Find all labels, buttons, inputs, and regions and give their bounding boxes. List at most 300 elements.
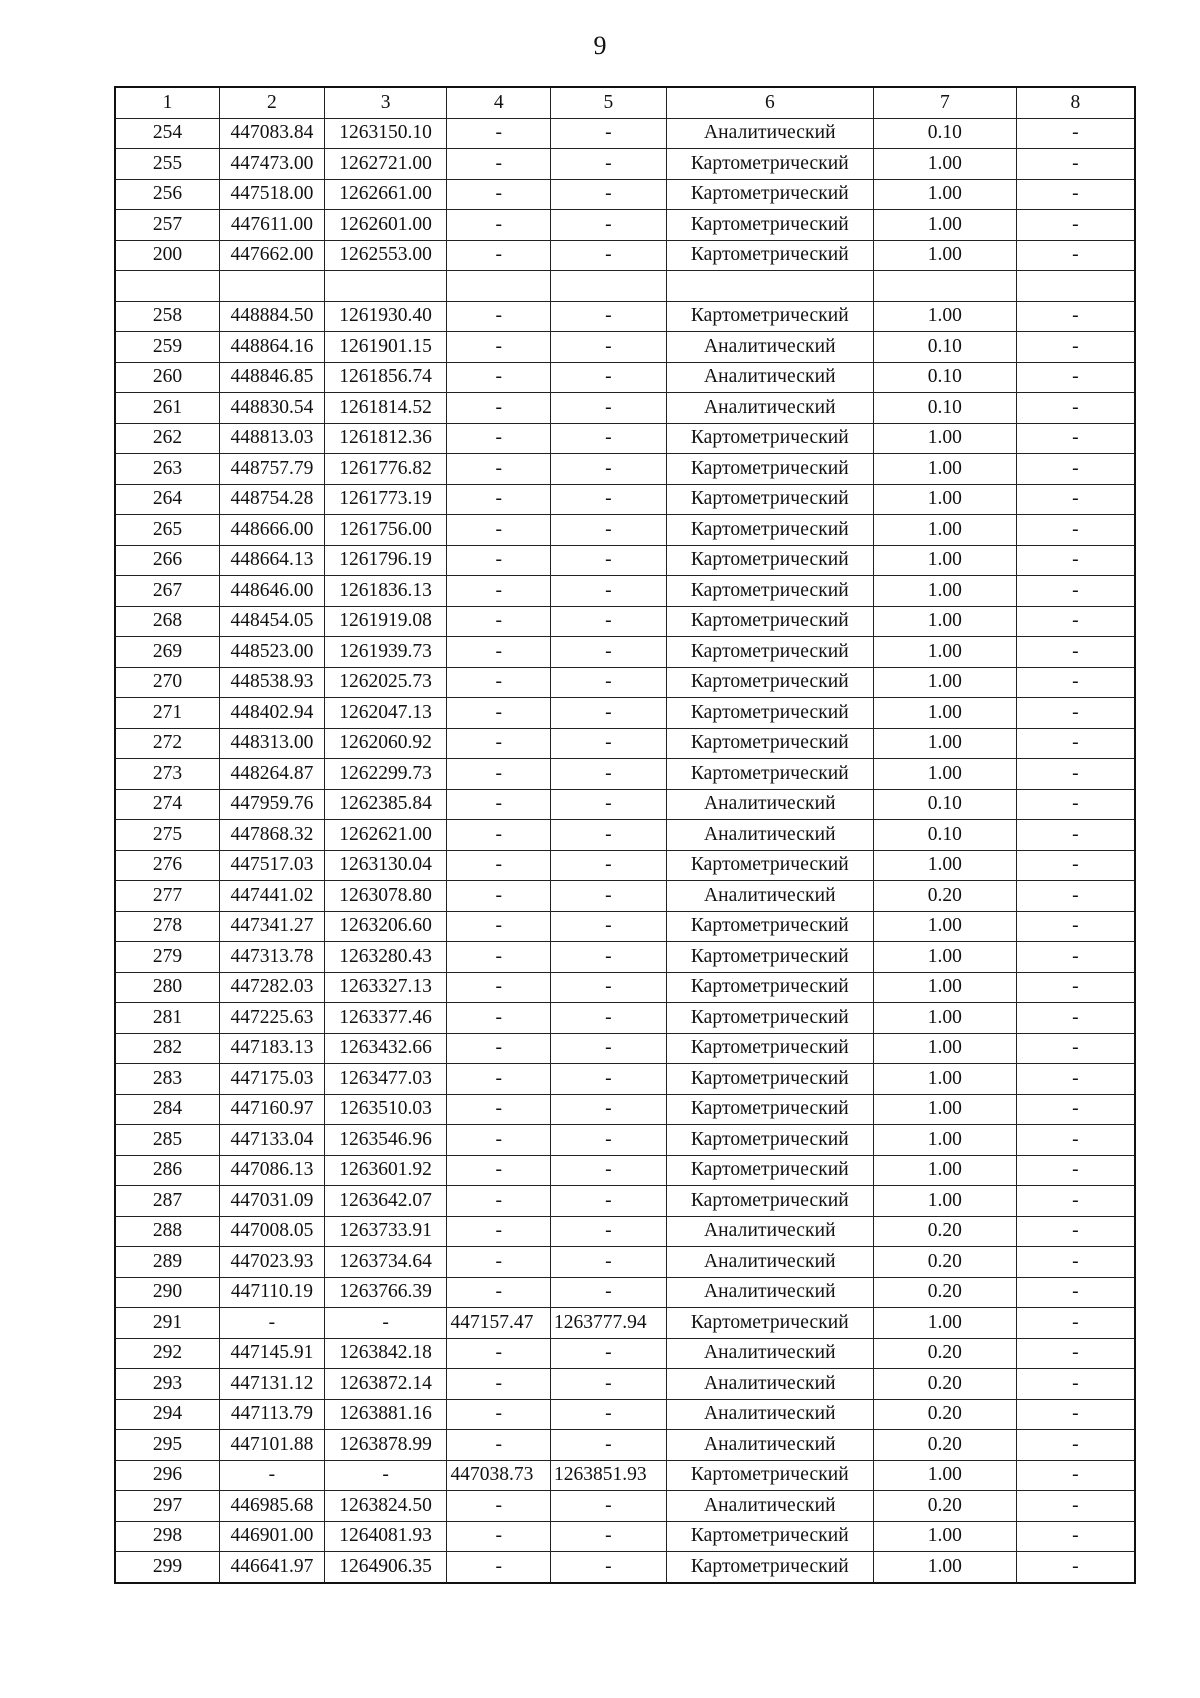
accuracy-cell: 0.20 xyxy=(873,1369,1016,1400)
y-new-cell: - xyxy=(551,606,667,637)
coordinates-table xyxy=(114,86,1136,1584)
point-number-cell: 266 xyxy=(115,545,220,576)
y-new-cell: - xyxy=(551,484,667,515)
table-row xyxy=(115,240,1135,271)
x-new-cell: - xyxy=(447,1247,551,1278)
point-number-cell: 289 xyxy=(115,1247,220,1278)
x-new-cell: - xyxy=(447,1033,551,1064)
table-row xyxy=(115,1460,1135,1491)
table-row xyxy=(115,1247,1135,1278)
method-cell: Картометрический xyxy=(666,942,873,973)
method-cell: Аналитический xyxy=(666,1216,873,1247)
table-row xyxy=(115,820,1135,851)
method-cell: Картометрический xyxy=(666,1064,873,1095)
note-cell: - xyxy=(1016,1003,1135,1034)
method-cell: Аналитический xyxy=(666,1399,873,1430)
point-number-cell: 263 xyxy=(115,454,220,485)
accuracy-cell: 1.00 xyxy=(873,545,1016,576)
point-number-cell: 265 xyxy=(115,515,220,546)
y-coordinate-cell: 1263733.91 xyxy=(324,1216,447,1247)
point-number-cell xyxy=(115,271,220,302)
x-new-cell: - xyxy=(447,393,551,424)
column-header-3: 3 xyxy=(324,87,447,118)
table-row xyxy=(115,667,1135,698)
accuracy-cell: 0.20 xyxy=(873,1491,1016,1522)
method-cell: Картометрический xyxy=(666,972,873,1003)
method-cell: Картометрический xyxy=(666,606,873,637)
table-row xyxy=(115,1430,1135,1461)
table-row xyxy=(115,1552,1135,1583)
x-new-cell: - xyxy=(447,362,551,393)
note-cell: - xyxy=(1016,423,1135,454)
table-row xyxy=(115,454,1135,485)
accuracy-cell: 1.00 xyxy=(873,179,1016,210)
x-coordinate-cell: 447662.00 xyxy=(220,240,325,271)
x-new-cell: - xyxy=(447,1338,551,1369)
point-number-cell: 282 xyxy=(115,1033,220,1064)
note-cell: - xyxy=(1016,1460,1135,1491)
y-coordinate-cell: 1262025.73 xyxy=(324,667,447,698)
accuracy-cell: 0.20 xyxy=(873,1399,1016,1430)
method-cell: Картометрический xyxy=(666,179,873,210)
y-coordinate-cell: 1263766.39 xyxy=(324,1277,447,1308)
point-number-cell: 292 xyxy=(115,1338,220,1369)
note-cell: - xyxy=(1016,1430,1135,1461)
x-new-cell: - xyxy=(447,1186,551,1217)
table-row xyxy=(115,606,1135,637)
x-coordinate-cell: 447611.00 xyxy=(220,210,325,241)
y-new-cell: - xyxy=(551,210,667,241)
note-cell: - xyxy=(1016,301,1135,332)
accuracy-cell: 0.20 xyxy=(873,1338,1016,1369)
point-number-cell: 283 xyxy=(115,1064,220,1095)
y-coordinate-cell: 1262553.00 xyxy=(324,240,447,271)
x-new-cell: - xyxy=(447,1369,551,1400)
y-coordinate-cell: 1263377.46 xyxy=(324,1003,447,1034)
note-cell: - xyxy=(1016,759,1135,790)
x-new-cell: - xyxy=(447,1003,551,1034)
column-header-1: 1 xyxy=(115,87,220,118)
x-new-cell: - xyxy=(447,1155,551,1186)
table-row xyxy=(115,1186,1135,1217)
table-body xyxy=(115,118,1135,1583)
accuracy-cell: 1.00 xyxy=(873,759,1016,790)
table-row xyxy=(115,332,1135,363)
y-coordinate-cell: 1263601.92 xyxy=(324,1155,447,1186)
accuracy-cell: 1.00 xyxy=(873,301,1016,332)
y-coordinate-cell: 1261901.15 xyxy=(324,332,447,363)
y-new-cell: - xyxy=(551,728,667,759)
note-cell: - xyxy=(1016,667,1135,698)
y-new-cell: - xyxy=(551,454,667,485)
y-new-cell: - xyxy=(551,911,667,942)
method-cell: Картометрический xyxy=(666,240,873,271)
x-coordinate-cell: 447441.02 xyxy=(220,881,325,912)
method-cell: Аналитический xyxy=(666,881,873,912)
y-new-cell: - xyxy=(551,698,667,729)
table-row xyxy=(115,1338,1135,1369)
note-cell: - xyxy=(1016,179,1135,210)
point-number-cell: 284 xyxy=(115,1094,220,1125)
x-new-cell: 447157.47 xyxy=(447,1308,551,1339)
method-cell: Картометрический xyxy=(666,1186,873,1217)
y-coordinate-cell: 1261939.73 xyxy=(324,637,447,668)
y-coordinate-cell: 1263477.03 xyxy=(324,1064,447,1095)
note-cell: - xyxy=(1016,210,1135,241)
y-coordinate-cell: 1263881.16 xyxy=(324,1399,447,1430)
header-row xyxy=(115,87,1135,118)
x-coordinate-cell: 446901.00 xyxy=(220,1521,325,1552)
x-new-cell: - xyxy=(447,301,551,332)
table-row xyxy=(115,759,1135,790)
y-coordinate-cell xyxy=(324,271,447,302)
y-new-cell: - xyxy=(551,118,667,149)
accuracy-cell: 1.00 xyxy=(873,576,1016,607)
note-cell: - xyxy=(1016,1216,1135,1247)
y-new-cell: - xyxy=(551,1491,667,1522)
x-coordinate-cell: 446641.97 xyxy=(220,1552,325,1583)
note-cell: - xyxy=(1016,118,1135,149)
x-coordinate-cell: 448646.00 xyxy=(220,576,325,607)
accuracy-cell: 0.10 xyxy=(873,820,1016,851)
x-coordinate-cell: - xyxy=(220,1460,325,1491)
accuracy-cell: 0.10 xyxy=(873,362,1016,393)
method-cell xyxy=(666,271,873,302)
accuracy-cell: 1.00 xyxy=(873,515,1016,546)
y-coordinate-cell: 1263432.66 xyxy=(324,1033,447,1064)
x-coordinate-cell: 447008.05 xyxy=(220,1216,325,1247)
x-coordinate-cell: 447160.97 xyxy=(220,1094,325,1125)
y-new-cell: - xyxy=(551,149,667,180)
note-cell: - xyxy=(1016,515,1135,546)
y-new-cell: - xyxy=(551,423,667,454)
note-cell: - xyxy=(1016,942,1135,973)
x-coordinate-cell: 447083.84 xyxy=(220,118,325,149)
x-new-cell: - xyxy=(447,789,551,820)
x-new-cell: - xyxy=(447,667,551,698)
table-row xyxy=(115,1155,1135,1186)
accuracy-cell: 1.00 xyxy=(873,972,1016,1003)
y-coordinate-cell: 1263280.43 xyxy=(324,942,447,973)
accuracy-cell: 1.00 xyxy=(873,637,1016,668)
point-number-cell: 260 xyxy=(115,362,220,393)
accuracy-cell: 1.00 xyxy=(873,210,1016,241)
y-coordinate-cell: 1263150.10 xyxy=(324,118,447,149)
note-cell: - xyxy=(1016,1094,1135,1125)
x-new-cell: - xyxy=(447,637,551,668)
method-cell: Картометрический xyxy=(666,1460,873,1491)
x-new-cell: - xyxy=(447,423,551,454)
x-coordinate-cell: 448884.50 xyxy=(220,301,325,332)
table-row xyxy=(115,1094,1135,1125)
y-coordinate-cell: 1263327.13 xyxy=(324,972,447,1003)
y-coordinate-cell: 1262385.84 xyxy=(324,789,447,820)
y-coordinate-cell: 1263878.99 xyxy=(324,1430,447,1461)
point-number-cell: 258 xyxy=(115,301,220,332)
note-cell xyxy=(1016,271,1135,302)
y-new-cell: - xyxy=(551,820,667,851)
y-coordinate-cell: 1263078.80 xyxy=(324,881,447,912)
method-cell: Аналитический xyxy=(666,393,873,424)
table-row xyxy=(115,1308,1135,1339)
note-cell: - xyxy=(1016,240,1135,271)
note-cell: - xyxy=(1016,820,1135,851)
y-new-cell: - xyxy=(551,789,667,820)
point-number-cell: 268 xyxy=(115,606,220,637)
accuracy-cell: 1.00 xyxy=(873,240,1016,271)
point-number-cell: 279 xyxy=(115,942,220,973)
note-cell: - xyxy=(1016,1552,1135,1583)
note-cell: - xyxy=(1016,454,1135,485)
method-cell: Картометрический xyxy=(666,423,873,454)
table-row xyxy=(115,1033,1135,1064)
method-cell: Картометрический xyxy=(666,637,873,668)
point-number-cell: 285 xyxy=(115,1125,220,1156)
point-number-cell: 200 xyxy=(115,240,220,271)
method-cell: Аналитический xyxy=(666,1277,873,1308)
y-new-cell: - xyxy=(551,1064,667,1095)
y-new-cell: - xyxy=(551,1552,667,1583)
accuracy-cell: 1.00 xyxy=(873,1308,1016,1339)
x-new-cell: - xyxy=(447,972,551,1003)
method-cell: Картометрический xyxy=(666,515,873,546)
x-new-cell: - xyxy=(447,332,551,363)
y-new-cell: 1263777.94 xyxy=(551,1308,667,1339)
table-row xyxy=(115,881,1135,912)
method-cell: Аналитический xyxy=(666,1369,873,1400)
x-new-cell: - xyxy=(447,728,551,759)
table-row xyxy=(115,728,1135,759)
point-number-cell: 270 xyxy=(115,667,220,698)
y-coordinate-cell: 1263872.14 xyxy=(324,1369,447,1400)
accuracy-cell: 1.00 xyxy=(873,911,1016,942)
x-coordinate-cell: 448813.03 xyxy=(220,423,325,454)
y-new-cell: 1263851.93 xyxy=(551,1460,667,1491)
y-new-cell: - xyxy=(551,515,667,546)
x-coordinate-cell: 447113.79 xyxy=(220,1399,325,1430)
y-coordinate-cell: 1262601.00 xyxy=(324,210,447,241)
y-coordinate-cell: 1261856.74 xyxy=(324,362,447,393)
accuracy-cell: 0.20 xyxy=(873,881,1016,912)
x-coordinate-cell: 448830.54 xyxy=(220,393,325,424)
x-new-cell: - xyxy=(447,545,551,576)
point-number-cell: 287 xyxy=(115,1186,220,1217)
accuracy-cell: 1.00 xyxy=(873,454,1016,485)
x-coordinate-cell: 447313.78 xyxy=(220,942,325,973)
column-header-7: 7 xyxy=(873,87,1016,118)
x-coordinate-cell: 447145.91 xyxy=(220,1338,325,1369)
x-coordinate-cell: 448454.05 xyxy=(220,606,325,637)
point-number-cell: 259 xyxy=(115,332,220,363)
x-new-cell: 447038.73 xyxy=(447,1460,551,1491)
x-coordinate-cell: 447225.63 xyxy=(220,1003,325,1034)
method-cell: Картометрический xyxy=(666,1308,873,1339)
point-number-cell: 286 xyxy=(115,1155,220,1186)
accuracy-cell: 0.10 xyxy=(873,789,1016,820)
x-coordinate-cell: 448523.00 xyxy=(220,637,325,668)
x-coordinate-cell: 447175.03 xyxy=(220,1064,325,1095)
accuracy-cell: 1.00 xyxy=(873,1460,1016,1491)
y-new-cell: - xyxy=(551,759,667,790)
y-coordinate-cell: 1264081.93 xyxy=(324,1521,447,1552)
column-header-8: 8 xyxy=(1016,87,1135,118)
accuracy-cell: 1.00 xyxy=(873,942,1016,973)
y-coordinate-cell: 1261776.82 xyxy=(324,454,447,485)
y-new-cell: - xyxy=(551,637,667,668)
x-coordinate-cell: 447133.04 xyxy=(220,1125,325,1156)
y-coordinate-cell: 1262721.00 xyxy=(324,149,447,180)
method-cell: Картометрический xyxy=(666,149,873,180)
x-new-cell: - xyxy=(447,240,551,271)
method-cell: Аналитический xyxy=(666,1491,873,1522)
y-coordinate-cell: 1263642.07 xyxy=(324,1186,447,1217)
point-number-cell: 288 xyxy=(115,1216,220,1247)
x-new-cell: - xyxy=(447,1491,551,1522)
table-row xyxy=(115,118,1135,149)
x-new-cell: - xyxy=(447,118,551,149)
note-cell: - xyxy=(1016,881,1135,912)
x-new-cell: - xyxy=(447,515,551,546)
point-number-cell: 295 xyxy=(115,1430,220,1461)
y-new-cell: - xyxy=(551,393,667,424)
method-cell: Картометрический xyxy=(666,759,873,790)
x-new-cell: - xyxy=(447,1277,551,1308)
table-row xyxy=(115,210,1135,241)
y-coordinate-cell: - xyxy=(324,1460,447,1491)
note-cell: - xyxy=(1016,911,1135,942)
note-cell: - xyxy=(1016,484,1135,515)
x-new-cell: - xyxy=(447,759,551,790)
accuracy-cell: 1.00 xyxy=(873,667,1016,698)
y-coordinate-cell: 1263130.04 xyxy=(324,850,447,881)
accuracy-cell: 1.00 xyxy=(873,1155,1016,1186)
x-new-cell: - xyxy=(447,576,551,607)
point-number-cell: 257 xyxy=(115,210,220,241)
method-cell: Картометрический xyxy=(666,667,873,698)
y-new-cell: - xyxy=(551,1094,667,1125)
y-new-cell: - xyxy=(551,1277,667,1308)
point-number-cell: 274 xyxy=(115,789,220,820)
table-row xyxy=(115,515,1135,546)
method-cell: Картометрический xyxy=(666,1033,873,1064)
method-cell: Аналитический xyxy=(666,789,873,820)
x-coordinate-cell: 447517.03 xyxy=(220,850,325,881)
table-row xyxy=(115,149,1135,180)
x-new-cell: - xyxy=(447,1430,551,1461)
y-coordinate-cell: 1263842.18 xyxy=(324,1338,447,1369)
note-cell: - xyxy=(1016,789,1135,820)
point-number-cell: 294 xyxy=(115,1399,220,1430)
table-row xyxy=(115,1399,1135,1430)
table-row xyxy=(115,362,1135,393)
x-coordinate-cell: 448538.93 xyxy=(220,667,325,698)
y-coordinate-cell: 1262060.92 xyxy=(324,728,447,759)
point-number-cell: 275 xyxy=(115,820,220,851)
x-coordinate-cell: 448864.16 xyxy=(220,332,325,363)
table-row xyxy=(115,1003,1135,1034)
x-new-cell: - xyxy=(447,484,551,515)
note-cell: - xyxy=(1016,606,1135,637)
note-cell: - xyxy=(1016,1125,1135,1156)
note-cell: - xyxy=(1016,1491,1135,1522)
x-coordinate-cell: 446985.68 xyxy=(220,1491,325,1522)
x-coordinate-cell: 447183.13 xyxy=(220,1033,325,1064)
x-new-cell: - xyxy=(447,179,551,210)
y-new-cell: - xyxy=(551,1186,667,1217)
y-coordinate-cell: 1262299.73 xyxy=(324,759,447,790)
x-new-cell: - xyxy=(447,1094,551,1125)
method-cell: Картометрический xyxy=(666,1552,873,1583)
accuracy-cell: 0.20 xyxy=(873,1216,1016,1247)
accuracy-cell: 1.00 xyxy=(873,1003,1016,1034)
note-cell: - xyxy=(1016,1064,1135,1095)
y-new-cell: - xyxy=(551,301,667,332)
y-coordinate-cell: 1263824.50 xyxy=(324,1491,447,1522)
y-coordinate-cell: 1261796.19 xyxy=(324,545,447,576)
y-coordinate-cell: 1263510.03 xyxy=(324,1094,447,1125)
point-number-cell: 276 xyxy=(115,850,220,881)
accuracy-cell: 1.00 xyxy=(873,484,1016,515)
point-number-cell: 281 xyxy=(115,1003,220,1034)
accuracy-cell: 0.20 xyxy=(873,1247,1016,1278)
column-header-4: 4 xyxy=(447,87,551,118)
y-new-cell: - xyxy=(551,1369,667,1400)
x-coordinate-cell: 448402.94 xyxy=(220,698,325,729)
y-new-cell: - xyxy=(551,850,667,881)
x-coordinate-cell: 447101.88 xyxy=(220,1430,325,1461)
x-coordinate-cell: 448846.85 xyxy=(220,362,325,393)
x-coordinate-cell: - xyxy=(220,1308,325,1339)
y-coordinate-cell: 1261756.00 xyxy=(324,515,447,546)
y-coordinate-cell: 1261836.13 xyxy=(324,576,447,607)
note-cell: - xyxy=(1016,149,1135,180)
accuracy-cell: 1.00 xyxy=(873,1125,1016,1156)
point-number-cell: 280 xyxy=(115,972,220,1003)
y-new-cell: - xyxy=(551,1338,667,1369)
y-coordinate-cell: 1261812.36 xyxy=(324,423,447,454)
point-number-cell: 277 xyxy=(115,881,220,912)
method-cell: Картометрический xyxy=(666,301,873,332)
y-new-cell: - xyxy=(551,1155,667,1186)
x-coordinate-cell: 448664.13 xyxy=(220,545,325,576)
y-new-cell: - xyxy=(551,1247,667,1278)
table-row xyxy=(115,1064,1135,1095)
column-header-2: 2 xyxy=(220,87,325,118)
y-new-cell: - xyxy=(551,240,667,271)
table-row xyxy=(115,1521,1135,1552)
column-header-5: 5 xyxy=(551,87,667,118)
note-cell: - xyxy=(1016,545,1135,576)
y-new-cell: - xyxy=(551,1033,667,1064)
page-number: 9 xyxy=(593,31,607,60)
table-row xyxy=(115,484,1135,515)
y-coordinate-cell: 1261814.52 xyxy=(324,393,447,424)
point-number-cell: 293 xyxy=(115,1369,220,1400)
x-new-cell: - xyxy=(447,881,551,912)
y-new-cell: - xyxy=(551,1125,667,1156)
table-row xyxy=(115,271,1135,302)
accuracy-cell xyxy=(873,271,1016,302)
point-number-cell: 297 xyxy=(115,1491,220,1522)
x-new-cell: - xyxy=(447,850,551,881)
table-row xyxy=(115,1277,1135,1308)
note-cell: - xyxy=(1016,332,1135,363)
note-cell: - xyxy=(1016,972,1135,1003)
note-cell: - xyxy=(1016,1369,1135,1400)
x-coordinate-cell: 447086.13 xyxy=(220,1155,325,1186)
table-row xyxy=(115,911,1135,942)
x-coordinate-cell: 447868.32 xyxy=(220,820,325,851)
